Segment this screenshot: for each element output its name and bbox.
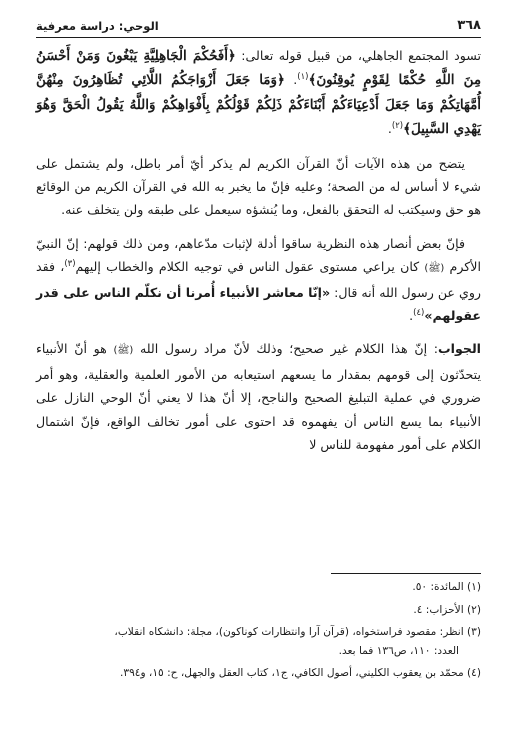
header-rule bbox=[36, 37, 481, 38]
hadith-quote: «إنّا معاشر الأنبياء أُمرنا أن نكلّم الناس على قدر عقولهم» bbox=[36, 284, 481, 324]
text-run: . bbox=[387, 121, 392, 137]
footnote-4: (٤) محمّد بن يعقوب الكليني، أصول الكافي، ج١، كتاب العقل والجهل، ح: ١٥، و٣٩٤. bbox=[120, 667, 481, 680]
honorific-symbol: (ﷺ) bbox=[113, 345, 134, 357]
footnote-3-continued: العدد: ١١٠، ص١٣٦ فما بعد. bbox=[338, 644, 459, 657]
text-run: : إنّ هذا الكلام غير صحيح؛ وذلك لأنّ مراد رسول الله bbox=[133, 341, 438, 357]
paragraph-1 bbox=[36, 44, 481, 142]
text-run: كان يراعي مستوى عقول الناس في توجيه الكلام والخطاب إليهم bbox=[75, 259, 425, 275]
footnote-1: (١) المائدة: ٥٠. bbox=[412, 581, 481, 593]
footnote-ref: (٢) bbox=[391, 121, 404, 132]
footnote-ref: (٣) bbox=[64, 259, 76, 270]
quran-verse: ﴿أَفَحُكْمَ الْجَاهِلِيَّةِ يَبْغُونَ وَمَنْ أَحْسَنُ مِنَ اللَّهِ حُكْمًا لِقَوْمٍ يُوقِنُونَ﴾ bbox=[36, 48, 481, 89]
text-run: هو أنّ الأنبياء يتحدّثون إلى قومهم بمقدار ما يسعهم استيعابه من الأمور العلمية والعقلية، وهو أمر ضروري في عملية التبليغ الصحيح والناجح، إلا أنّ هذا لا يعني أنّ الوحي النازل على الأنبياء بما يسع الناس أن يفهموه قد احتوى على أمور تخالف الواقع، فإنّ اشتمال الكلام على أمور مفهومة للناس لا bbox=[36, 341, 481, 453]
text-run: . bbox=[284, 72, 298, 88]
paragraph-3 bbox=[36, 232, 481, 328]
main-text bbox=[36, 44, 481, 457]
footnote-3: (٣) انظر: مقصود فراستخواه، (قرآن آرا وانتظارات كوناكون)، مجلة: دانشكاه انقلاب، bbox=[114, 626, 481, 639]
text-run: تسود المجتمع الجاهلي، من قبيل قوله تعالى: bbox=[235, 48, 481, 63]
running-header bbox=[36, 13, 481, 33]
footnote-2: (٢) الأحزاب: ٤. bbox=[413, 603, 481, 616]
paragraph-2: يتضح من هذه الآيات أنّ القرآن الكريم لم يذكر أيّ أمر باطل، ولم يشتمل على شيء لا أساس له من الصحة؛ وعليه فإنّ ما يخبر به الله في القرآن الكريم من الوقائع هو حق وسيكتب له التحقق بالفعل، وما يُنشؤه سيعمل على طبقه ولن يتخلف عنه. bbox=[36, 155, 481, 218]
answer-label: الجواب bbox=[438, 341, 481, 357]
footnote-ref: (١) bbox=[297, 72, 309, 83]
quran-verse: ﴿وَمَا جَعَلَ أَزْوَاجَكُمُ اللَّائِي تُظَاهِرُونَ مِنْهُنَّ أُمَّهَاتِكُمْ وَمَا جَعَلَ أَدْعِيَاءَكُمْ أَبْنَاءَكُمْ ذَلِكُمْ قَوْلُكُمْ بِأَفْوَاهِكُمْ وَاللَّهُ يَقُولُ الْحَقَّ وَهُوَ يَهْدِي السَّبِيلَ﴾ bbox=[36, 72, 481, 138]
text-run: ، فقد روي عن رسول الله أنه قال: bbox=[36, 259, 481, 300]
page-number: ٣٦٨ bbox=[457, 18, 481, 33]
text-run: . bbox=[409, 308, 414, 324]
paragraph-4 bbox=[36, 337, 481, 456]
running-title: الوحي: دراسة معرفية bbox=[36, 19, 159, 33]
footnote-ref: (٤) bbox=[413, 307, 425, 318]
footnotes bbox=[36, 578, 481, 687]
honorific-symbol: (ﷺ) bbox=[424, 263, 445, 275]
text-run: فإنّ بعض أنصار هذه النظرية ساقوا أدلة لإثبات مدّعاهم، ومن ذلك قولهم: إنّ النبيّ الأكرم bbox=[36, 235, 481, 275]
footnote-separator bbox=[331, 573, 481, 574]
